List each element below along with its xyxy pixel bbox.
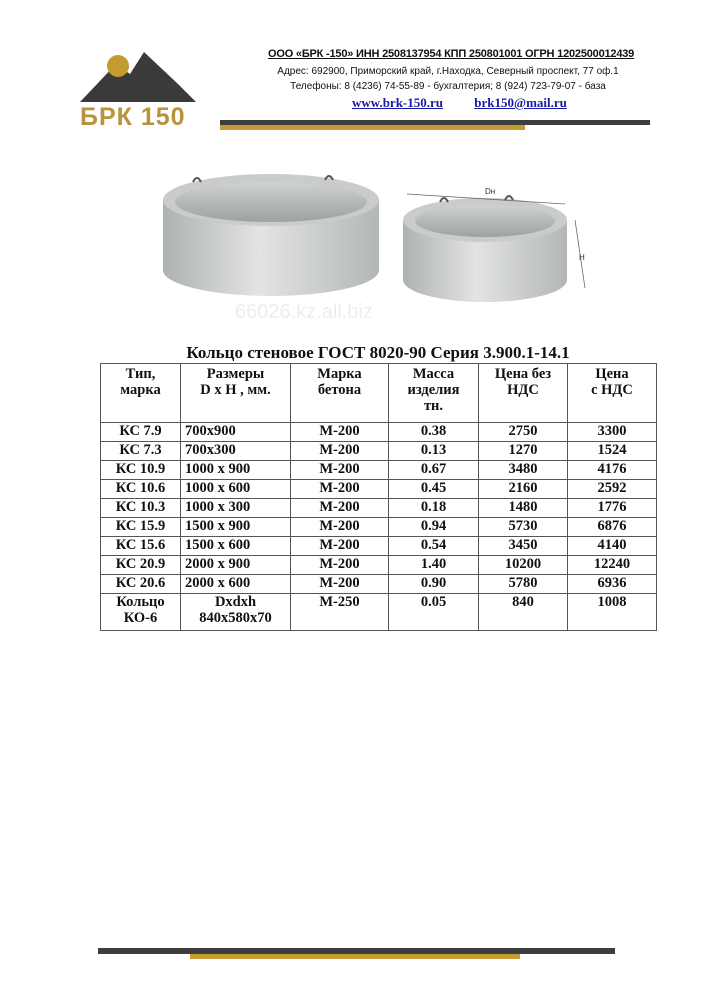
table-row (101, 556, 657, 575)
cell-size: 700х900 (181, 423, 291, 442)
dimension-h-label: H (579, 253, 585, 262)
cell-price-vat: 6936 (568, 575, 657, 594)
cell-mass: 0.45 (389, 480, 479, 499)
company-phones: Телефоны: 8 (4236) 74-55-89 - бухгалтерия; 8 (924) 723-79-07 - база (290, 81, 606, 92)
cell-price-vat: 4140 (568, 537, 657, 556)
header-concrete: Марка бетона (291, 364, 389, 423)
cell-type: КС 20.6 (101, 575, 181, 594)
cell-concrete: М-200 (291, 575, 389, 594)
cell-size: 1000 х 600 (181, 480, 291, 499)
cell-price-vat: 1008 (568, 594, 657, 631)
cell-size: 700х300 (181, 442, 291, 461)
dimension-d-label: Dн (485, 187, 496, 196)
table-row (101, 499, 657, 518)
header-price-vat: Цена с НДС (568, 364, 657, 423)
cell-type: КС 15.6 (101, 537, 181, 556)
cell-price: 2160 (479, 480, 568, 499)
table-row (101, 442, 657, 461)
table-title: Кольцо стеновое ГОСТ 8020-90 Серия 3.900.1-14.1 (186, 343, 570, 362)
header-size: Размеры D x H , мм. (181, 364, 291, 423)
cell-size: 2000 х 600 (181, 575, 291, 594)
table-row (101, 575, 657, 594)
cell-size: 1000 х 300 (181, 499, 291, 518)
cell-concrete: М-200 (291, 499, 389, 518)
cell-price: 10200 (479, 556, 568, 575)
cell-price: 3450 (479, 537, 568, 556)
company-address: Адрес: 692900, Приморский край, г.Находка, Северный проспект, 77 оф.1 (277, 66, 619, 77)
cell-concrete: М-200 (291, 442, 389, 461)
cell-mass: 0.90 (389, 575, 479, 594)
cell-price-vat: 3300 (568, 423, 657, 442)
cell-concrete: М-200 (291, 518, 389, 537)
cell-price: 1480 (479, 499, 568, 518)
concrete-rings-image (155, 168, 595, 328)
table-row (101, 537, 657, 556)
cell-size: Dxdxh 840х580х70 (181, 594, 291, 631)
cell-size: 2000 х 900 (181, 556, 291, 575)
cell-price-vat: 4176 (568, 461, 657, 480)
price-table (100, 363, 657, 631)
cell-price-vat: 1524 (568, 442, 657, 461)
cell-type: КС 10.6 (101, 480, 181, 499)
cell-size: 1000 х 900 (181, 461, 291, 480)
cell-type: КС 10.9 (101, 461, 181, 480)
table-row (101, 461, 657, 480)
cell-mass: 0.13 (389, 442, 479, 461)
cell-price-vat: 12240 (568, 556, 657, 575)
cell-price: 5780 (479, 575, 568, 594)
cell-mass: 0.94 (389, 518, 479, 537)
cell-type: КС 7.3 (101, 442, 181, 461)
cell-type: Кольцо КО-6 (101, 594, 181, 631)
table-row (101, 480, 657, 499)
table-row-ko6 (101, 594, 657, 631)
cell-type: КС 7.9 (101, 423, 181, 442)
cell-concrete: М-200 (291, 480, 389, 499)
cell-price: 840 (479, 594, 568, 631)
cell-mass: 0.54 (389, 537, 479, 556)
cell-price-vat: 1776 (568, 499, 657, 518)
table-header-row (101, 364, 657, 423)
cell-concrete: М-200 (291, 537, 389, 556)
cell-type: КС 20.9 (101, 556, 181, 575)
cell-mass: 0.67 (389, 461, 479, 480)
cell-concrete: М-200 (291, 461, 389, 480)
cell-price-vat: 6876 (568, 518, 657, 537)
cell-size: 1500 х 900 (181, 518, 291, 537)
header-mass: Масса изделия тн. (389, 364, 479, 423)
cell-concrete: М-250 (291, 594, 389, 631)
cell-price: 3480 (479, 461, 568, 480)
table-row (101, 518, 657, 537)
cell-type: КС 10.3 (101, 499, 181, 518)
watermark-text: 66026.kz.all.biz (235, 301, 373, 323)
cell-price: 2750 (479, 423, 568, 442)
contact-links (352, 95, 567, 111)
cell-mass: 0.05 (389, 594, 479, 631)
email-link[interactable]: brk150@mail.ru (474, 95, 567, 110)
header-divider-gold (220, 125, 525, 130)
cell-type: КС 15.9 (101, 518, 181, 537)
cell-price: 5730 (479, 518, 568, 537)
cell-size: 1500 х 600 (181, 537, 291, 556)
logo-text: БРК 150 (80, 103, 186, 131)
cell-concrete: М-200 (291, 556, 389, 575)
website-link[interactable]: www.brk-150.ru (352, 95, 444, 110)
table-row (101, 423, 657, 442)
cell-mass: 1.40 (389, 556, 479, 575)
company-details: ООО «БРК -150» ИНН 2508137954 КПП 250801001 ОГРН 1202500012439 (268, 48, 635, 60)
cell-mass: 0.38 (389, 423, 479, 442)
footer-divider-gold (190, 954, 520, 959)
header-price: Цена без НДС (479, 364, 568, 423)
cell-concrete: М-200 (291, 423, 389, 442)
cell-price: 1270 (479, 442, 568, 461)
cell-mass: 0.18 (389, 499, 479, 518)
header-type: Тип, марка (101, 364, 181, 423)
cell-price-vat: 2592 (568, 480, 657, 499)
